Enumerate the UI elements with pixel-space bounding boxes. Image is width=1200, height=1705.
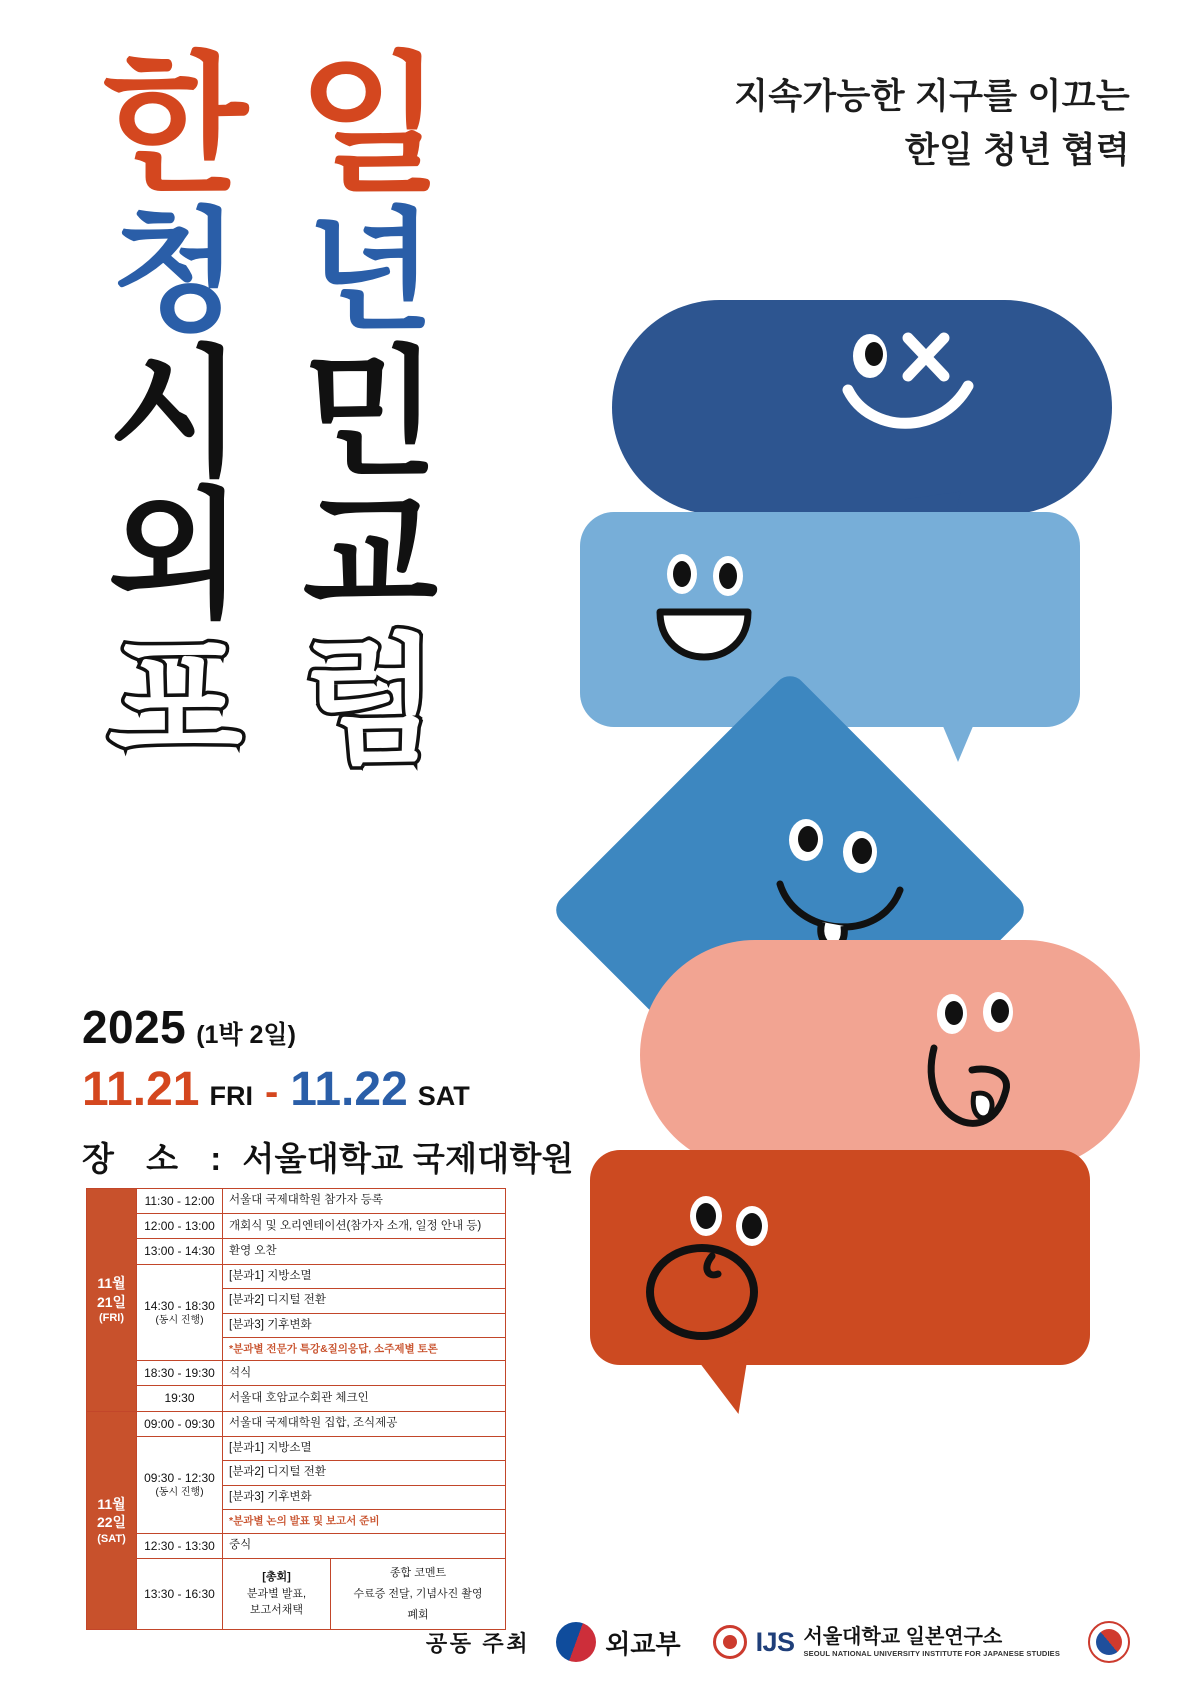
schedule-time: 12:00 - 13:00 xyxy=(137,1214,223,1239)
schedule-time: 11:30 - 12:00 xyxy=(137,1189,223,1214)
plenary-right-2: 수료증 전달, 기념사진 촬영 xyxy=(353,1587,483,1600)
schedule-time: 18:30 - 19:30 xyxy=(137,1361,223,1386)
table-row xyxy=(87,1189,506,1214)
schedule-desc: 석식 xyxy=(223,1361,506,1386)
tagline-line-1: 지속가능한 지구를 이끄는 xyxy=(734,77,1130,116)
schedule-desc: 중식 xyxy=(223,1533,506,1558)
tagline-line-2: 한일 청년 협력 xyxy=(904,131,1130,171)
logo-mofa xyxy=(556,1622,680,1662)
title-char-han: 한 xyxy=(102,41,249,209)
schedule-table xyxy=(86,1188,506,1630)
schedule-day-1 xyxy=(87,1189,137,1412)
event-place-value: 서울대학교 국제대학원 xyxy=(242,1140,574,1177)
schedule-time-main: 14:30 - 18:30 xyxy=(144,1298,215,1313)
ijs-mark-icon xyxy=(713,1625,747,1659)
page-title xyxy=(78,41,548,780)
title-char-si: 시 xyxy=(107,335,244,492)
schedule-desc: [분과1] 지방소멸 xyxy=(223,1264,506,1289)
schedule-time: 09:00 - 09:30 xyxy=(137,1411,223,1436)
table-row xyxy=(87,1214,506,1239)
title-char-oe: 외 xyxy=(107,477,244,634)
cohost-label: 공동 주최 xyxy=(425,1630,531,1656)
plenary-line3: 보고서채택 xyxy=(249,1604,304,1617)
table-row xyxy=(87,1411,506,1436)
schedule-desc: [분과3] 기후변화 xyxy=(223,1313,506,1338)
table-row xyxy=(87,1239,506,1264)
schedule-desc: 서울대 국제대학원 참가자 등록 xyxy=(223,1189,506,1214)
day2-dow: (SAT) xyxy=(97,1532,126,1545)
schedule-plenary-right xyxy=(331,1558,506,1630)
schedule-time-sub: (동시 진행) xyxy=(155,1314,204,1326)
schedule-desc: [분과1] 지방소멸 xyxy=(223,1436,506,1461)
title-row-4 xyxy=(78,477,548,634)
schedule-note: *분과별 전문가 특강&질의응답, 소주제별 토론 xyxy=(223,1338,506,1361)
event-nights: (1박 2일) xyxy=(196,1021,296,1049)
face-salmon-laugh-icon xyxy=(910,990,1100,1170)
table-row xyxy=(87,1558,506,1630)
title-char-po: 포 xyxy=(107,623,244,780)
ijs-name: 서울대학교 일본연구소 xyxy=(803,1626,1003,1648)
title-row-3 xyxy=(78,335,548,492)
title-char-nyeon: 년 xyxy=(306,198,435,345)
schedule-desc: 서울대 호암교수회관 체크인 xyxy=(223,1386,506,1411)
schedule-time-sub: (동시 진행) xyxy=(155,1487,204,1499)
ijs-abbr: IJS xyxy=(755,1626,795,1657)
schedule-plenary-left xyxy=(223,1558,331,1630)
year-line xyxy=(82,1000,602,1054)
day1-line2: 21일 xyxy=(96,1293,127,1310)
logo-ijs xyxy=(713,1625,1060,1659)
footer-sponsors xyxy=(0,1621,1200,1663)
schedule-desc: [분과2] 디지털 전환 xyxy=(223,1289,506,1314)
event-dow-start: FRI xyxy=(209,1081,253,1111)
day2-line2: 22일 xyxy=(96,1514,127,1531)
title-char-cheong: 청 xyxy=(111,198,240,345)
table-row xyxy=(87,1264,506,1289)
face-red-surprised-icon xyxy=(640,1190,840,1370)
schedule-time: 12:30 - 13:30 xyxy=(137,1533,223,1558)
schedule-time: 19:30 xyxy=(137,1386,223,1411)
face-navy-wink-icon xyxy=(822,320,1022,460)
mofa-name: 외교부 xyxy=(605,1628,681,1659)
hani-foundation-inner-icon xyxy=(1096,1629,1122,1655)
taegeuk-icon xyxy=(556,1622,596,1662)
plenary-right-3: 폐회 xyxy=(407,1608,429,1621)
event-place xyxy=(82,1133,602,1180)
plenary-right-1: 종합 코멘트 xyxy=(389,1566,447,1579)
schedule-desc: [분과3] 기후변화 xyxy=(223,1485,506,1510)
title-row-1 xyxy=(78,41,548,209)
logo-hani-foundation xyxy=(1088,1621,1130,1663)
schedule-note: *분과별 논의 발표 및 보고서 준비 xyxy=(223,1510,506,1533)
event-place-label: 장 소 : xyxy=(82,1140,233,1177)
ijs-subtitle: SEOUL NATIONAL UNIVERSITY INSTITUTE FOR JAPANESE STUDIES xyxy=(803,1649,1060,1658)
title-row-2 xyxy=(78,198,548,345)
table-row xyxy=(87,1533,506,1558)
schedule-time-main: 09:30 - 12:30 xyxy=(144,1470,215,1485)
title-char-min: 민 xyxy=(302,335,439,492)
day1-dow: (FRI) xyxy=(98,1311,125,1324)
plenary-title: [총회] xyxy=(262,1571,291,1584)
event-date-end: 11.22 xyxy=(290,1063,408,1116)
schedule-time xyxy=(137,1436,223,1533)
bubble-lightblue-tail xyxy=(932,700,984,762)
speech-bubble-illustration xyxy=(580,300,1200,1450)
schedule-desc: [분과2] 디지털 전환 xyxy=(223,1461,506,1486)
date-range-dash: - xyxy=(264,1070,279,1114)
schedule-desc: 개회식 및 오리엔테이션(참가자 소개, 일정 안내 등) xyxy=(223,1214,506,1239)
schedule-desc: 서울대 국제대학원 집합, 조식제공 xyxy=(223,1411,506,1436)
event-date-block xyxy=(82,1000,602,1180)
hani-foundation-icon xyxy=(1088,1621,1130,1663)
event-year: 2025 xyxy=(82,1001,187,1053)
schedule-day-2 xyxy=(87,1411,137,1630)
dates-line xyxy=(82,1062,602,1117)
day1-line1: 11월 xyxy=(97,1275,126,1292)
day2-line1: 11월 xyxy=(97,1496,126,1513)
title-char-il: 일 xyxy=(297,41,444,209)
event-dow-end: SAT xyxy=(417,1081,470,1111)
title-char-reom: 럼 xyxy=(302,623,439,780)
schedule-time: 13:00 - 14:30 xyxy=(137,1239,223,1264)
table-row xyxy=(87,1386,506,1411)
schedule-time: 13:30 - 16:30 xyxy=(137,1558,223,1630)
plenary-line2: 분과별 발표, xyxy=(246,1587,307,1600)
table-row xyxy=(87,1361,506,1386)
schedule-desc: 환영 오찬 xyxy=(223,1239,506,1264)
table-row xyxy=(87,1436,506,1461)
title-char-gyo: 교 xyxy=(302,477,439,634)
tagline xyxy=(734,70,1130,179)
event-date-start: 11.21 xyxy=(82,1063,200,1116)
title-row-5 xyxy=(78,623,548,780)
schedule-time xyxy=(137,1264,223,1361)
